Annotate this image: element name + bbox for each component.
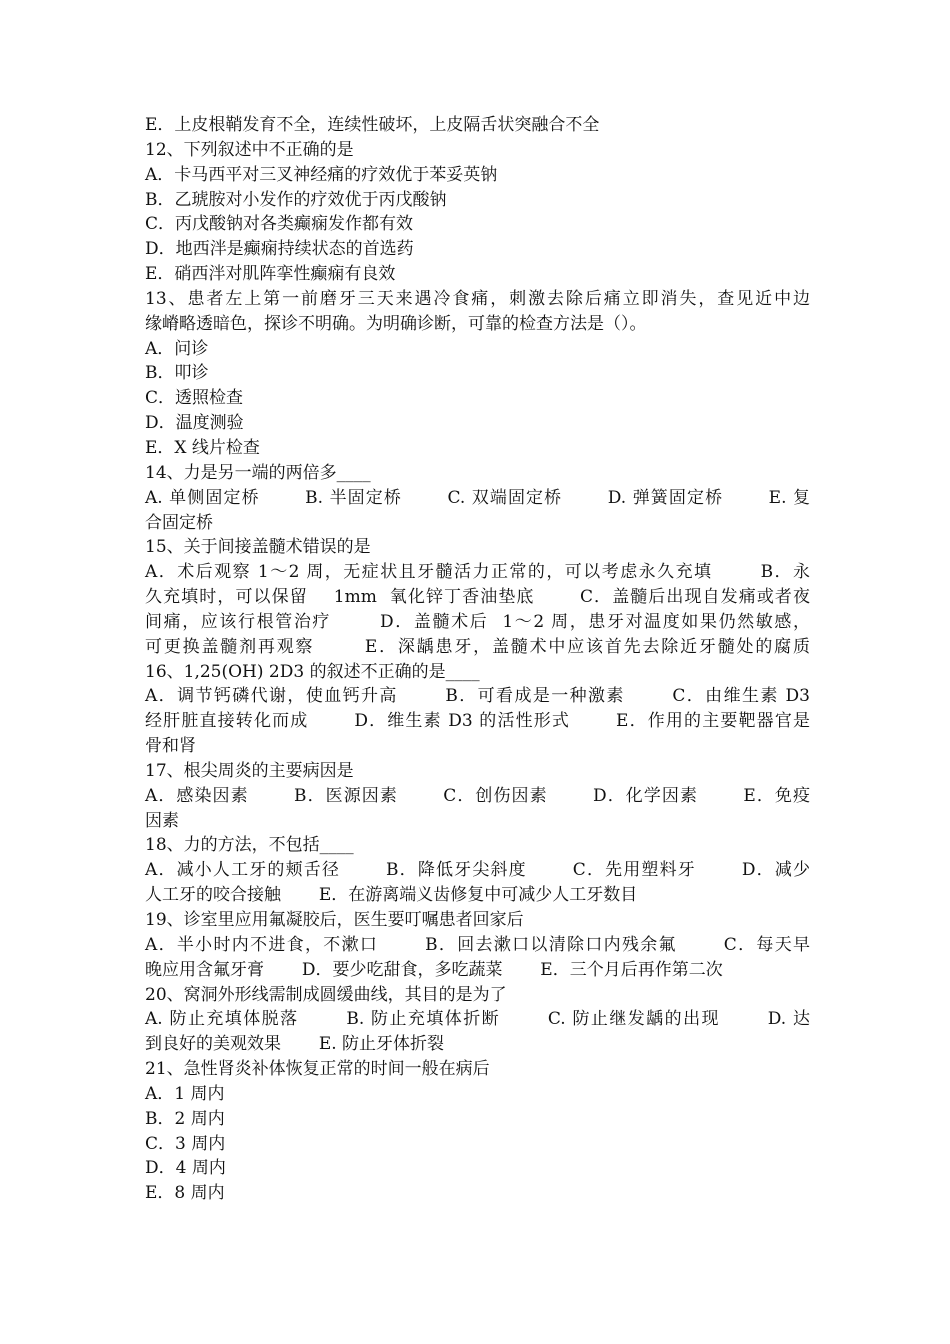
option-line: 因素: [145, 810, 179, 831]
option-line: 晚应用含氟牙膏 D．要少吃甜食，多吃蔬菜 E．三个月后再作第二次: [145, 959, 723, 980]
document-page: [145, 113, 810, 1206]
question-16-title: 16、1,25(OH) 2D3 的叙述不正确的是____: [145, 661, 480, 682]
option-line: C．3 周内: [145, 1133, 226, 1154]
option-line: B．乙琥胺对小发作的疗效优于丙戊酸钠: [145, 189, 447, 210]
option-line: A．问诊: [145, 338, 209, 359]
question-13-title: 13、患者左上第一前磨牙三天来遇冷食痛，刺激去除后痛立即消失，查见近中边: [145, 288, 810, 309]
question-21-title: 21、急性肾炎补体恢复正常的时间一般在病后: [145, 1059, 490, 1080]
text-line: E．上皮根鞘发育不全，连续性破坏，上皮隔舌状突融合不全: [145, 115, 600, 135]
option-line: E．8 周内: [145, 1183, 225, 1204]
question-20-title: 20、窝洞外形线需制成圆缓曲线，其目的是为了: [145, 984, 507, 1005]
question-14-title: 14、力是另一端的两倍多____: [145, 462, 371, 483]
question-18-title: 18、力的方法，不包括____: [145, 835, 354, 856]
option-line: A．1 周内: [145, 1083, 225, 1104]
option-line: 到良好的美观效果 E. 防止牙体折裂: [145, 1034, 445, 1055]
option-line: 可更换盖髓剂再观察 E．深龋患牙，盖髓术中应该首先去除近牙髓处的腐质: [145, 636, 810, 657]
option-line: A．术后观察 1～2 周，无症状且牙髓活力正常的，可以考虑永久充填 B．永: [145, 562, 810, 583]
option-line: A. 单侧固定桥 B. 半固定桥 C. 双端固定桥 D. 弹簧固定桥 E. 复: [145, 487, 810, 508]
option-line: A．减小人工牙的颊舌径 B．降低牙尖斜度 C．先用塑料牙 D．减少: [145, 860, 810, 881]
question-19-title: 19、诊室里应用氟凝胶后，医生要叮嘱患者回家后: [145, 910, 524, 930]
question-17-title: 17、根尖周炎的主要病因是: [145, 760, 354, 781]
option-line: A. 防止充填体脱落 B. 防止充填体折断 C. 防止继发龋的出现 D. 达: [145, 1009, 810, 1030]
option-line: E．X 线片检查: [145, 437, 260, 458]
option-line: A．调节钙磷代谢，使血钙升高 B．可看成是一种激素 C．由维生素 D3: [145, 686, 810, 707]
option-line: A．半小时内不进食，不漱口 B．回去漱口以清除口内残余氟 C．每天早: [145, 934, 810, 955]
option-line: A．感染因素 B．医源因素 C．创伤因素 D．化学因素 E．免疫: [145, 785, 810, 806]
question-15-title: 15、关于间接盖髓术错误的是: [145, 537, 371, 558]
option-line: D．地西泮是癫痫持续状态的首选药: [145, 239, 414, 260]
option-line: 经肝脏直接转化而成 D．维生素 D3 的活性形式 E．作用的主要靶器官是: [145, 711, 810, 732]
option-line: B．叩诊: [145, 363, 209, 384]
option-line: 人工牙的咬合接触 E．在游离端义齿修复中可减少人工牙数目: [145, 885, 638, 906]
option-line: E．硝西泮对肌阵挛性癫痫有良效: [145, 264, 396, 285]
question-12-title: 12、下列叙述中不正确的是: [145, 139, 354, 160]
option-line: 合固定桥: [145, 512, 213, 533]
option-line: C．丙戊酸钠对各类癫痫发作都有效: [145, 214, 414, 235]
option-line: C．透照检查: [145, 388, 244, 409]
option-line: 骨和肾: [145, 736, 196, 757]
option-line: D．温度测验: [145, 413, 244, 434]
question-13-title-cont: 缘嵴略透暗色，探诊不明确。为明确诊断，可靠的检查方法是（）。: [145, 313, 647, 334]
option-line: D．4 周内: [145, 1158, 226, 1179]
option-line: 久充填时，可以保留 1mm 氧化锌丁香油垫底 C．盖髓后出现自发痛或者夜: [145, 587, 810, 608]
option-line: B．2 周内: [145, 1108, 225, 1129]
option-line: 间痛，应该行根管治疗 D．盖髓术后 1～2 周，患牙对温度如果仍然敏感，: [145, 611, 810, 632]
option-line: A．卡马西平对三叉神经痛的疗效优于苯妥英钠: [145, 164, 498, 185]
